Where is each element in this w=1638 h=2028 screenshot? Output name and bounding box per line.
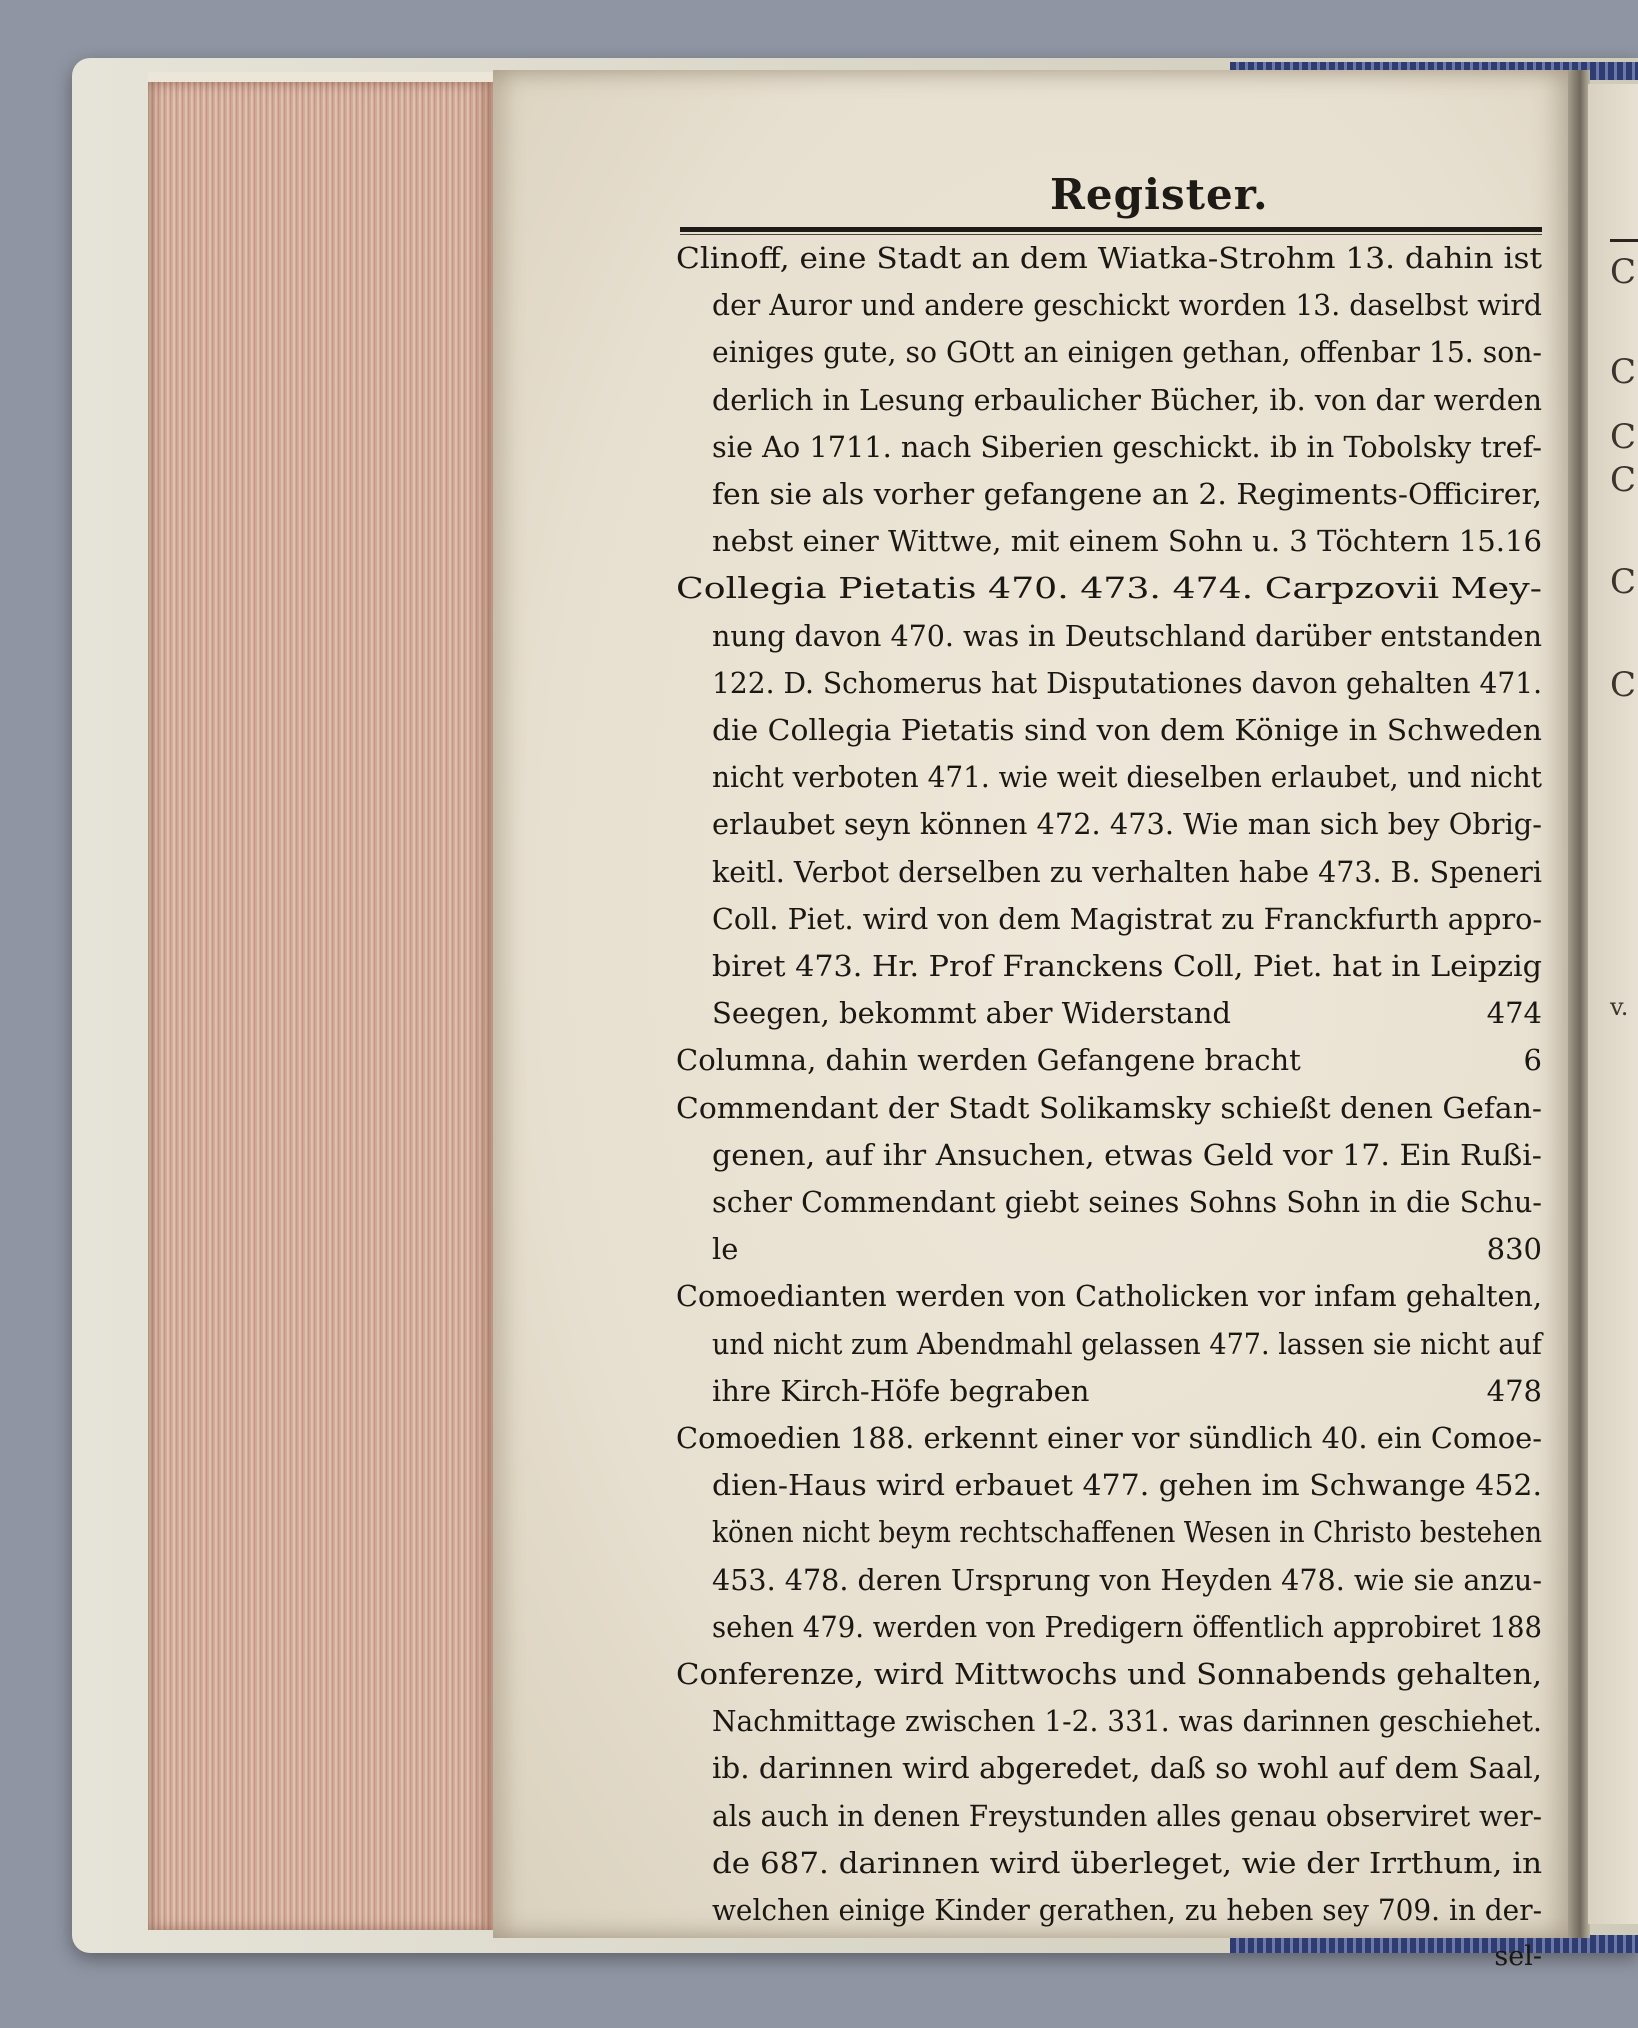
index-line: Seegen, bekommt aber Widerstand (712, 996, 1231, 1031)
index-entry-line: Commendant der Stadt Solikamsky schießt denen Gefan- (676, 1090, 1543, 1125)
header-rule-thin (680, 234, 1542, 235)
facing-page-letter: v. (1610, 993, 1629, 1021)
index-line: biret 473. Hr. Prof Franckens Coll, Piet. hat in Leipzig (712, 949, 1543, 983)
page-reference: 478 (1486, 1373, 1542, 1408)
facing-page-edge (1588, 84, 1638, 1924)
index-entry-line: Comoedianten werden von Catholicken vor infam gehalten, (676, 1279, 1543, 1314)
index-line: de 687. darinnen wird überleget, wie der Irrthum, in (712, 1845, 1543, 1880)
facing-page-rule (1610, 239, 1638, 242)
index-line: nung davon 470. was in Deutschland darüber entstanden (712, 618, 1542, 653)
index-line: nebst einer Wittwe, mit einem Sohn u. 3 Töchtern 15.16 (712, 524, 1542, 559)
index-line: 453. 478. deren Ursprung von Heyden 478. wie sie anzu- (712, 1562, 1543, 1597)
index-line: die Collegia Pietatis sind von dem Könige in Schweden (712, 713, 1542, 747)
header-rule (680, 227, 1542, 232)
page-reference: 830 (1486, 1232, 1542, 1267)
facing-page-letter: C (1610, 665, 1637, 705)
index-line: einiges gute, so GOtt an einigen gethan, offenbar 15. son- (712, 335, 1542, 370)
page-edges (148, 82, 493, 1930)
index-line: könen nicht beym rechtschaffenen Wesen in Christo bestehen (712, 1515, 1543, 1550)
facing-page-letter: C (1610, 460, 1637, 500)
page-reference: 474 (1486, 996, 1542, 1031)
index-line: erlaubet seyn können 472. 473. Wie man sich bey Obrig- (712, 807, 1542, 842)
catchword: sel- (1494, 1941, 1542, 1973)
index-line: der Auror und andere geschickt worden 13. daselbst wird (712, 288, 1543, 323)
page-reference: 6 (1523, 1043, 1542, 1078)
index-line: ib. darinnen wird abgeredet, daß so wohl auf dem Saal, (712, 1751, 1542, 1786)
index-line: Coll. Piet. wird von dem Magistrat zu Franckfurth appro- (712, 901, 1543, 936)
index-entry-line: Columna, dahin werden Gefangene bracht (676, 1043, 1301, 1078)
book-gutter (1568, 70, 1590, 1938)
index-line: derlich in Lesung erbaulicher Bücher, ib. von dar werden (712, 382, 1542, 417)
index-line: welchen einige Kinder gerathen, zu heben sey 709. in der- (712, 1893, 1543, 1927)
index-line: als auch in denen Freystunden alles genau observiret wer- (712, 1798, 1543, 1833)
index-entry-line: Conferenze, wird Mittwochs und Sonnabends gehalten, (676, 1657, 1542, 1691)
index-line: sie Ao 1711. nach Siberien geschickt. ib in Tobolsky tref- (712, 429, 1542, 464)
index-line: dien-Haus wird erbauet 477. gehen im Schwange 452. (712, 1468, 1543, 1503)
index-line: ihre Kirch-Höfe begraben (712, 1373, 1090, 1408)
facing-page-letter: C (1610, 562, 1637, 602)
index-entry-line: Collegia Pietatis 470. 473. 474. Carpzovii Mey- (676, 571, 1542, 606)
index-line: Nachmittage zwischen 1-2. 331. was darinnen geschiehet. (712, 1704, 1542, 1739)
index-line: sehen 479. werden von Predigern öffentlich approbiret 188 (712, 1609, 1543, 1644)
index-entry-line: Comoedien 188. erkennt einer vor sündlich 40. ein Comoe- (676, 1421, 1542, 1455)
index-line: nicht verboten 471. wie weit dieselben erlaubet, und nicht (712, 760, 1543, 795)
facing-page-letter: C (1610, 352, 1637, 392)
index-line: le (712, 1232, 739, 1267)
facing-page-letter: C (1610, 417, 1637, 457)
index-line: scher Commendant giebt seines Sohns Sohn in die Schu- (712, 1185, 1542, 1219)
index-line: genen, auf ihr Ansuchen, etwas Geld vor 17. Ein Rußi- (712, 1137, 1542, 1172)
page-header: Register. (1050, 170, 1269, 219)
index-line: und nicht zum Abendmahl gelassen 477. lassen sie nicht auf (712, 1326, 1542, 1361)
index-line: keitl. Verbot derselben zu verhalten habe 473. B. Speneri (712, 854, 1543, 889)
facing-page-letter: C (1610, 252, 1637, 292)
index-entry-line: Clinoff, eine Stadt an dem Wiatka-Strohm 13. dahin ist (676, 241, 1543, 275)
index-line: fen sie als vorher gefangene an 2. Regiments-Officirer, (712, 477, 1543, 511)
index-line: 122. D. Schomerus hat Disputationes davon gehalten 471. (712, 665, 1543, 700)
